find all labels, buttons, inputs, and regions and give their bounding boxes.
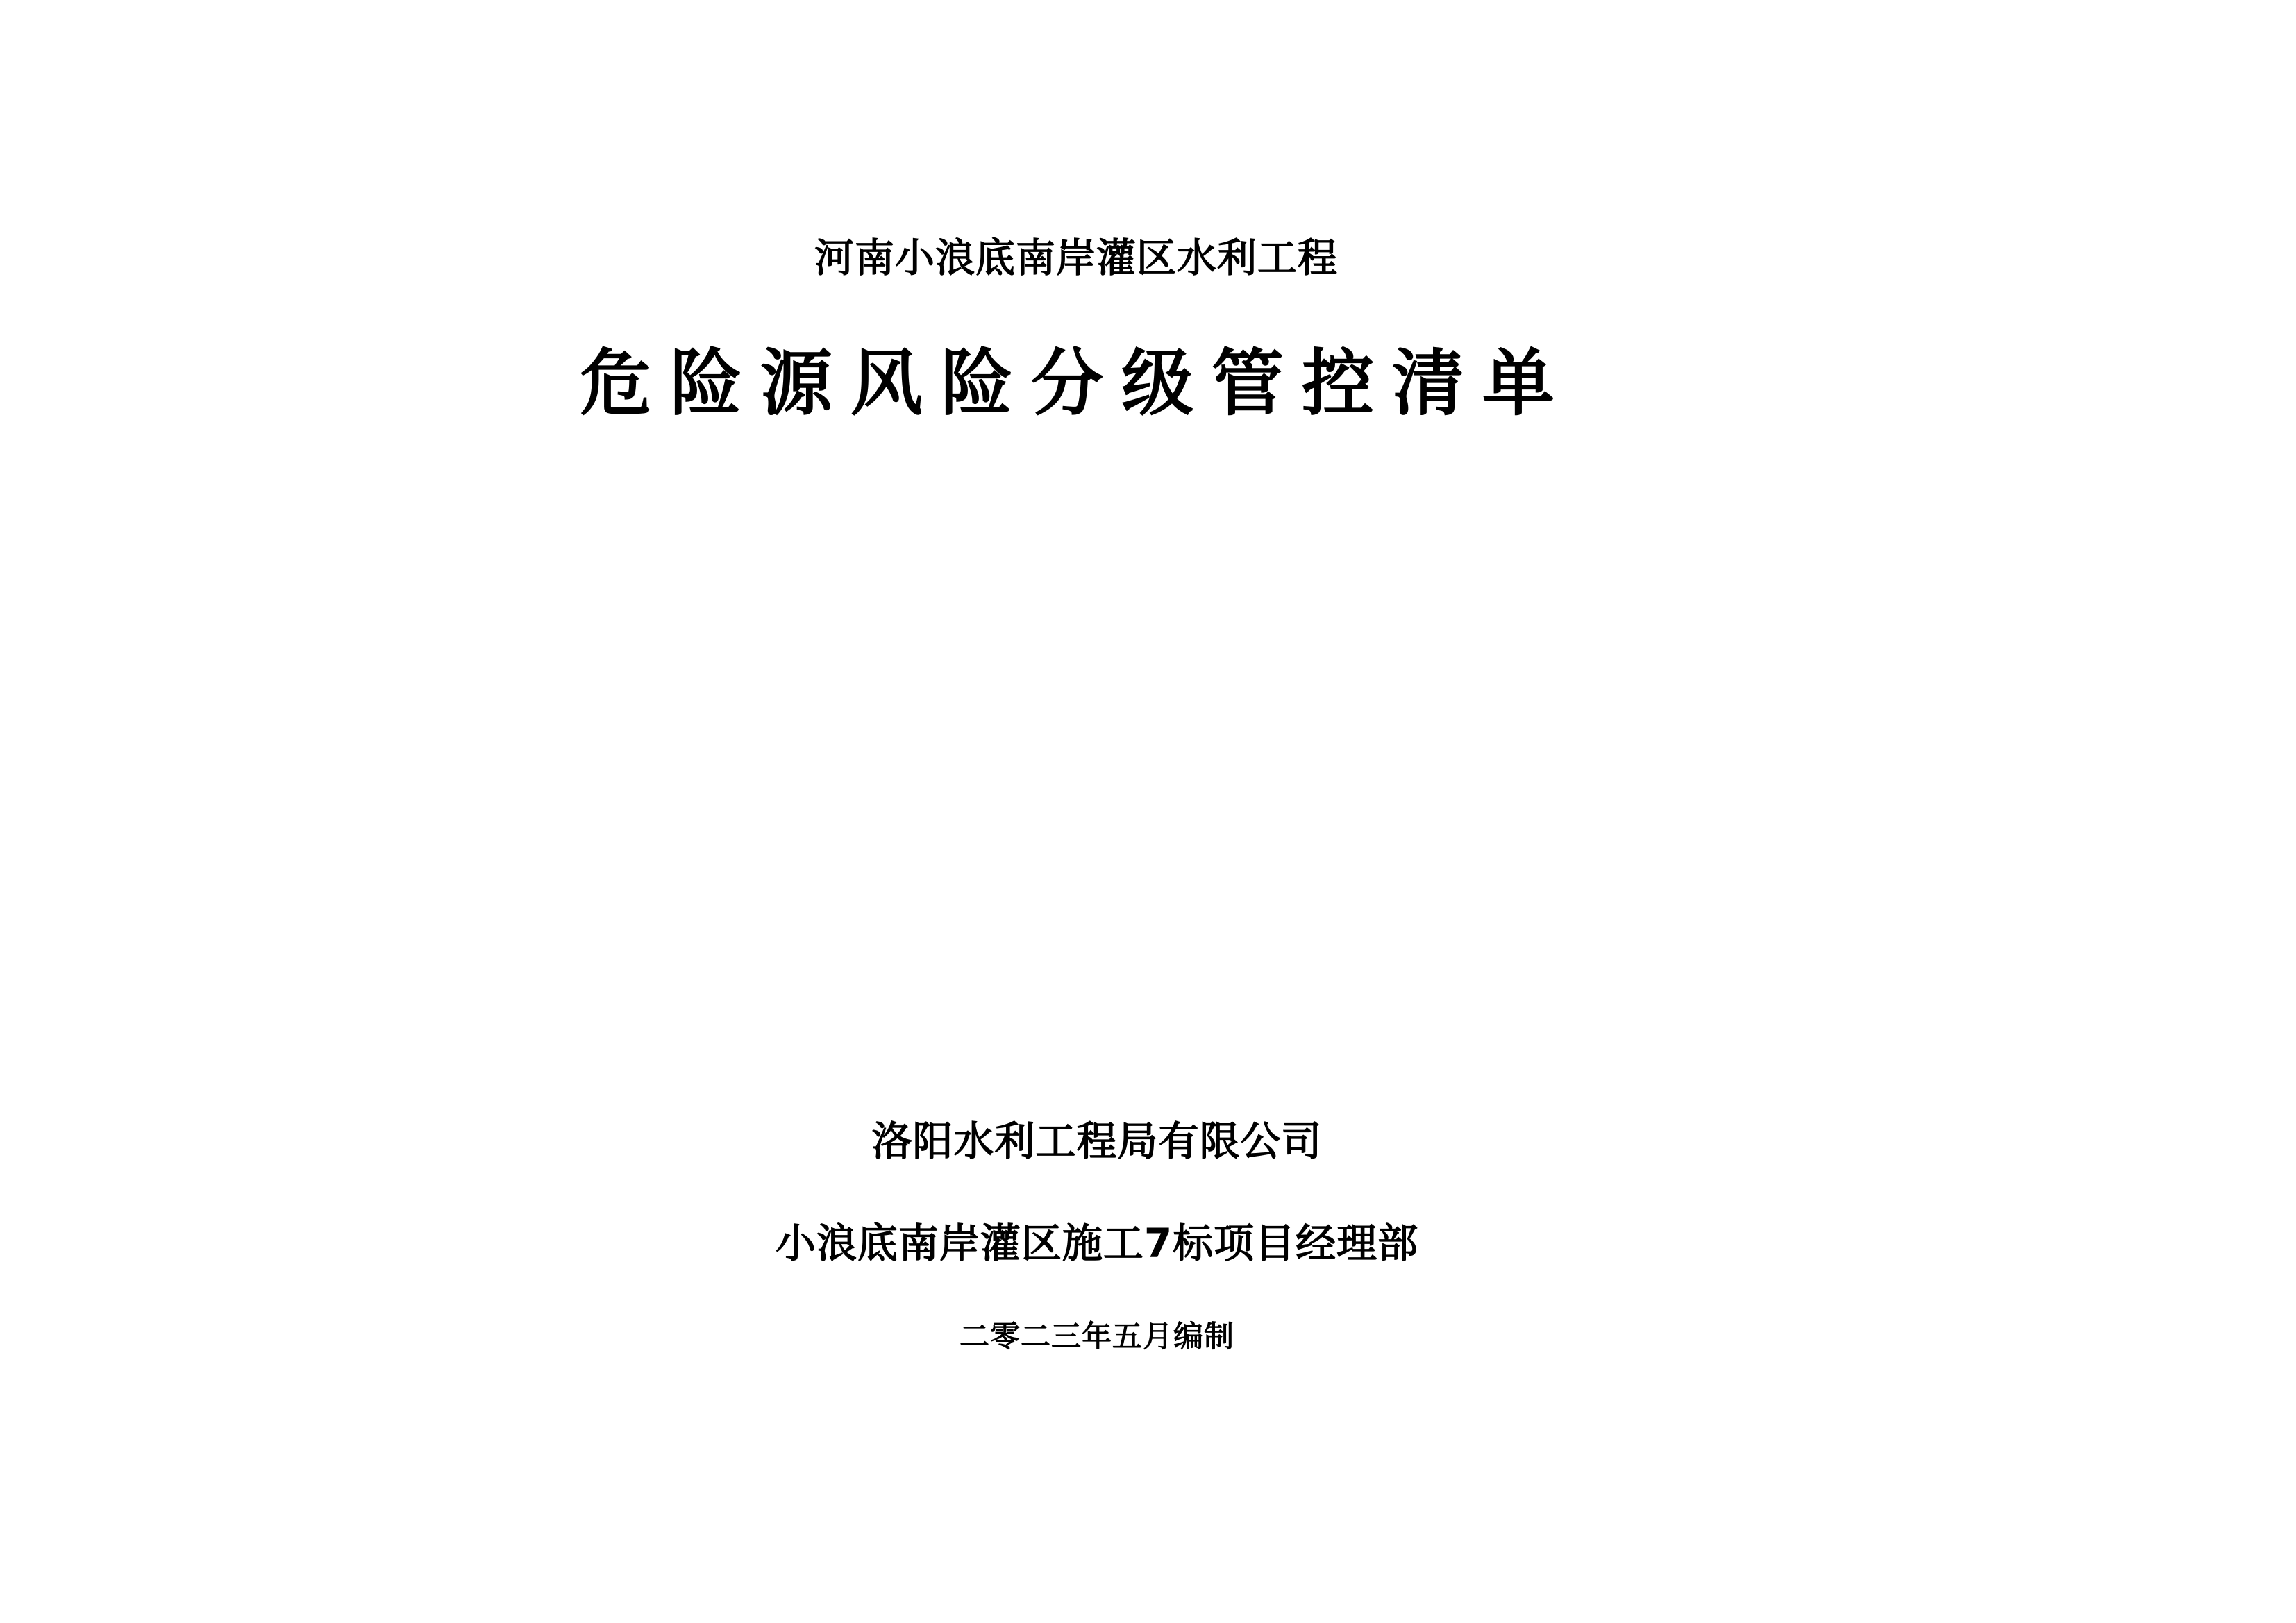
compilation-date: 二零二三年五月编制 (960, 1320, 1234, 1354)
page-title: 危险源风险分级管控清单 (579, 340, 1573, 426)
department-name: 小浪底南岸灌区施工7标项目经理部 (775, 1220, 1419, 1267)
project-subtitle: 河南小浪底南岸灌区水利工程 (814, 235, 1338, 281)
company-name: 洛阳水利工程局有限公司 (871, 1118, 1323, 1165)
